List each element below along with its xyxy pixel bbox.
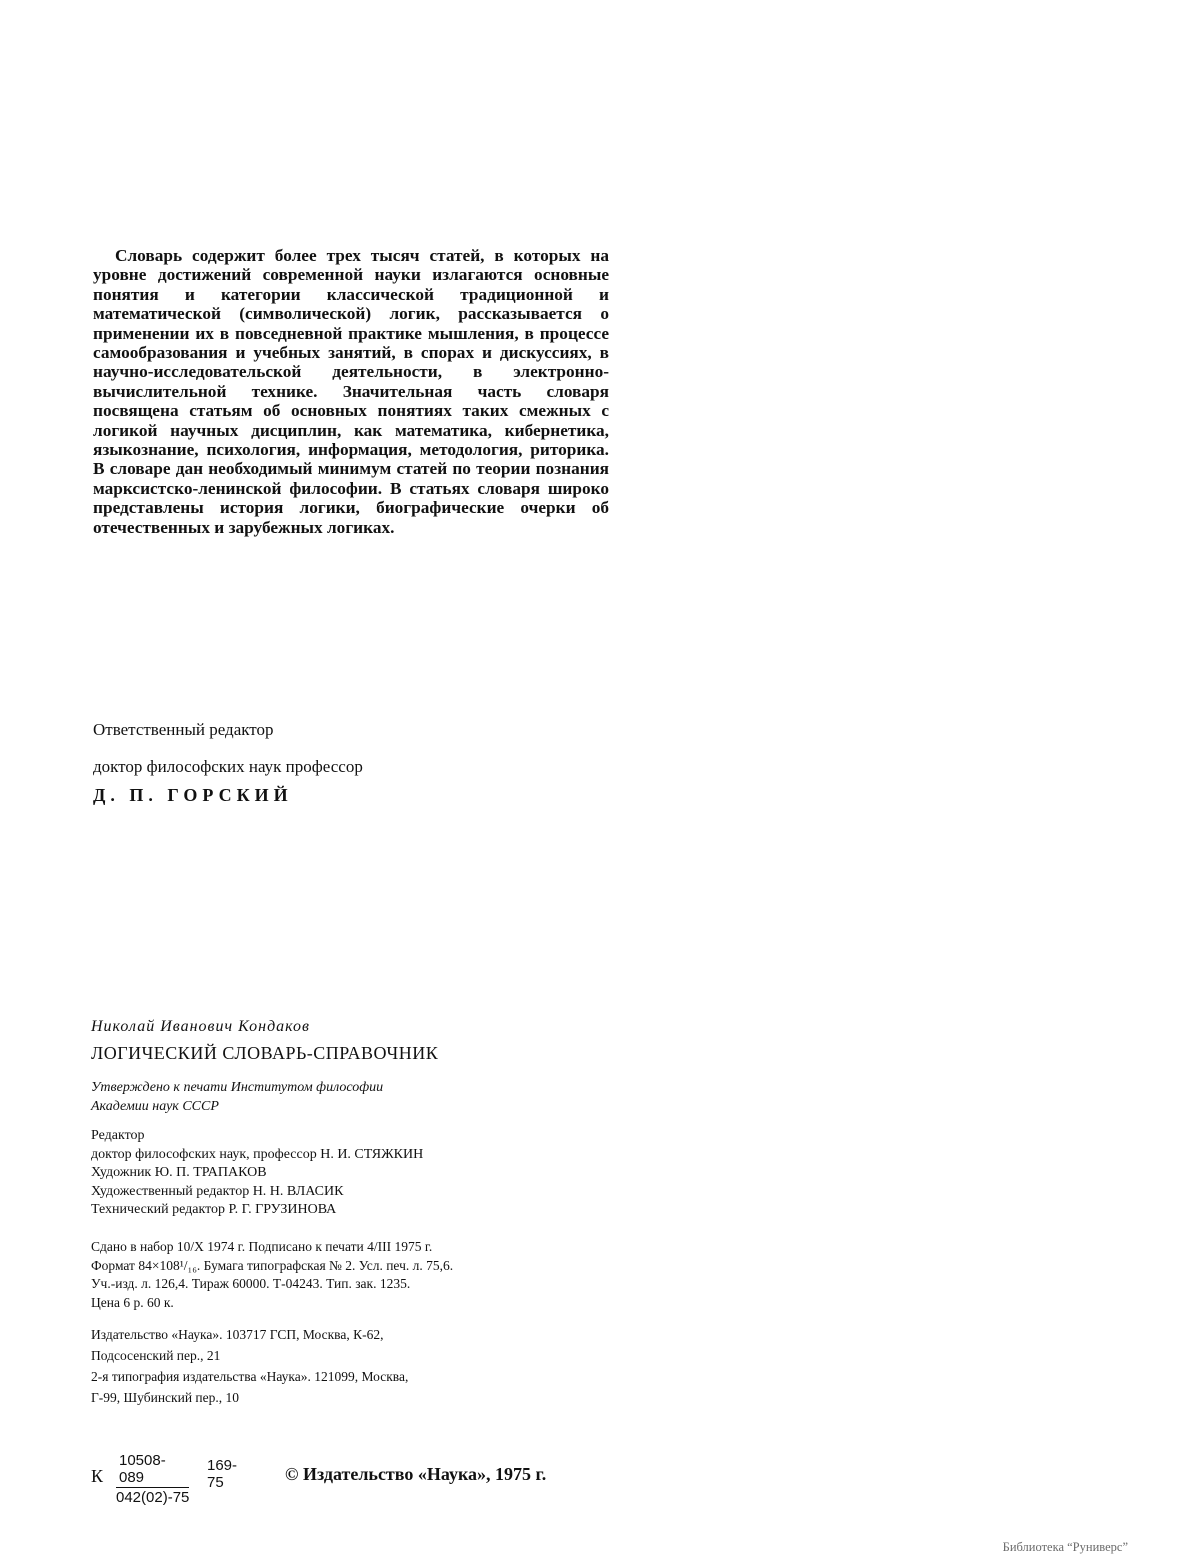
approval-line: Академии наук СССР	[91, 1099, 219, 1114]
book-title: ЛОГИЧЕСКИЙ СЛОВАРЬ-СПРАВОЧНИК	[91, 1043, 439, 1063]
annotation-text: Словарь содержит более трех тысяч статей, в которых на уровне достижений современной науки излагаются основные понятия и категории классической традиционной и математической (символической) логик, рассказывается о применении их в повседневной практике мышления, в процессе самообразования и учебных занятий, в спорах и дискуссиях, в научно-исследовательской деятельности, в электронно-вычислительной технике. Значительная часть словаря посвящена статьям об основных понятиях таких смежных с логикой научных дисциплин, как математика, кибернетика, языкознание, психология, информация, методология, риторика. В словаре дан необходимый минимум статей по теории познания марксистско-ленинской философии. В статьях словаря широко представлены история логики, биографические очерки об отечественных и зарубежных логиках.	[93, 246, 609, 537]
credit-line: Редактор	[91, 1128, 145, 1143]
publisher-line: 2-я типография издательства «Наука». 121099, Москва,	[91, 1369, 409, 1384]
library-stamp: Библиотека “Руниверс”	[1002, 1540, 1128, 1554]
credit-line: доктор философских наук, профессор Н. И. СТЯЖКИН	[91, 1146, 424, 1162]
responsible-editor-label: Ответственный редактор	[93, 720, 274, 739]
copyright-line: © Издательство «Наука», 1975 г.	[285, 1464, 547, 1484]
print-detail-line: Формат 84×108¹/₁₆. Бумага типографская № 2. Усл. печ. л. 75,6.	[91, 1257, 454, 1273]
print-details-block	[91, 1238, 453, 1312]
approval-line: Утверждено к печати Институтом философии	[91, 1080, 384, 1095]
print-detail-line: Сдано в набор 10/Х 1974 г. Подписано к печати 4/III 1975 г.	[91, 1239, 433, 1254]
imprint-numerator: 10508-089	[119, 1452, 166, 1486]
print-detail-line: Уч.-изд. л. 126,4. Тираж 60000. Т-04243. Тип. зак. 1235.	[91, 1276, 411, 1291]
credit-line: Технический редактор Р. Г. ГРУЗИНОВА	[91, 1202, 337, 1217]
approval-note	[91, 1078, 383, 1116]
publisher-block	[91, 1324, 408, 1408]
publisher-line: Г-99, Шубинский пер., 10	[91, 1390, 240, 1405]
credit-line: Художник Ю. П. ТРАПАКОВ	[91, 1165, 267, 1180]
print-detail-line: Цена 6 р. 60 к.	[91, 1294, 174, 1310]
responsible-editor-degree: доктор философских наук профессор	[93, 757, 363, 776]
imprint-fraction	[116, 1452, 189, 1506]
credit-line: Художественный редактор Н. Н. ВЛАСИК	[91, 1183, 344, 1199]
publisher-line: Подсосенский пер., 21	[91, 1348, 221, 1363]
publisher-line: Издательство «Наука». 103717 ГСП, Москва, К-62,	[91, 1327, 384, 1342]
annotation-block	[93, 246, 609, 537]
imprint-suffix: 169-75	[207, 1457, 238, 1491]
responsible-editor-name: Д. П. ГОРСКИЙ	[93, 785, 293, 805]
imprint-letter: К	[91, 1466, 104, 1486]
book-author: Николай Иванович Кондаков	[91, 1018, 310, 1035]
imprint-denominator: 042(02)-75	[116, 1489, 190, 1506]
credits-block	[91, 1127, 423, 1220]
